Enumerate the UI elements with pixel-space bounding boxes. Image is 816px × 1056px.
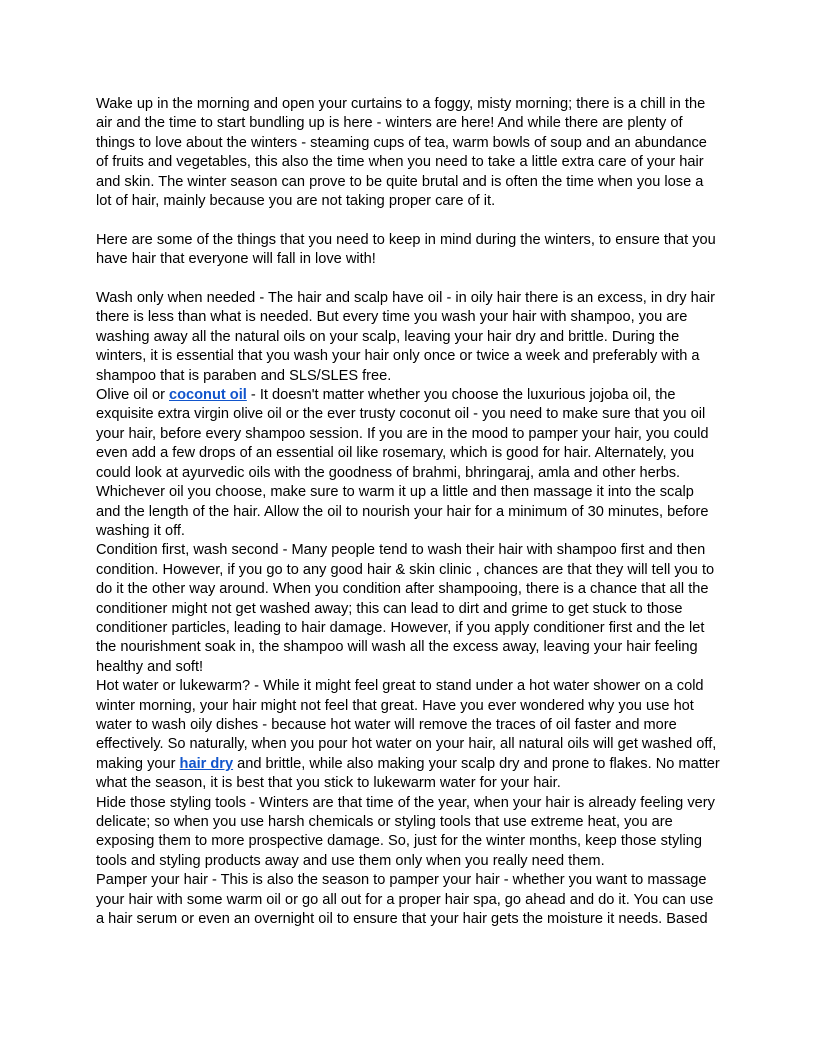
tip-water-text-start: Hot water or lukewarm? - While it might feel great to stand under a hot water shower on a cold winter morning, your hair might not feel that great. Have you ever wondered why you use hot water to wash oily dishes - because hot water will remove the traces of oil faster and more effectively. So naturally, when you pour hot water on your hair, all natural oils will get washed off, making your: [96, 678, 717, 772]
tip-oil-text-start: Olive oil or: [96, 387, 169, 404]
paragraph-spacer: [96, 270, 722, 289]
coconut-oil-link[interactable]: coconut oil: [169, 387, 247, 404]
tip-water-paragraph: [96, 677, 722, 793]
paragraph-spacer: [96, 211, 722, 230]
tip-wash-paragraph: Wash only when needed - The hair and scalp have oil - in oily hair there is an excess, in dry hair there is less than what is needed. But every time you wash your hair with shampoo, you are washing away all the natural oils on your scalp, leaving your hair dry and brittle. During the winters, it is essential that you wash your hair only once or twice a week and preferably with a shampoo that is paraben and SLS/SLES free.: [96, 290, 715, 384]
tip-styling-paragraph: Hide those styling tools - Winters are that time of the year, when your hair is already feeling very delicate; so when you use harsh chemicals or styling tools that use extreme heat, you are exposing them to more prospective damage. So, just for the winter months, keep those styling tools and styling products away and use them only when you really need them.: [96, 794, 715, 869]
tip-pamper-paragraph: Pamper your hair - This is also the season to pamper your hair - whether you want to massage your hair with some warm oil or go all out for a proper hair spa, go ahead and do it. You can use a hair serum or even an overnight oil to ensure that your hair gets the moisture it needs. Based: [96, 872, 714, 928]
hair-dry-link[interactable]: hair dry: [179, 755, 234, 772]
intro-paragraph: Wake up in the morning and open your curtains to a foggy, misty morning; there is a chill in the air and the time to start bundling up is here - winters are here! And while there are plenty of things to love about the winters - steaming cups of tea, warm bowls of soup and an abundance of fruits and vegetables, this also the time when you need to take a little extra care of your hair and skin. The winter season can prove to be quite brutal and is often the time when you lose a lot of hair, mainly because you are not taking proper care of it.: [96, 96, 707, 210]
lead-paragraph: Here are some of the things that you need to keep in mind during the winters, to ensure that you have hair that everyone will fall in love with!: [96, 231, 716, 268]
tip-oil-paragraph: [96, 386, 722, 541]
tip-water-text-end: and brittle, while also making your scalp dry and prone to flakes. No matter what the season, it is best that you stick to lukewarm water for your hair.: [96, 755, 720, 792]
document-page: [96, 95, 722, 929]
tip-condition-paragraph: Condition first, wash second - Many people tend to wash their hair with shampoo first and then condition. However, if you go to any good hair & skin clinic , chances are that they will tell you to do it the other way around. When you condition after shampooing, there is a chance that all the conditioner might not get washed away; this can lead to dirt and grime to get stuck to those conditioner particles, leading to hair damage. However, if you apply conditioner first and the let the nourishment soak in, the shampoo will wash all the excess away, leaving your hair feeling healthy and soft!: [96, 542, 715, 675]
tip-oil-text-end: - It doesn't matter whether you choose the luxurious jojoba oil, the exquisite extra virgin olive oil or the ever trusty coconut oil - you need to make sure that you oil your hair, before every shampoo session. If you are in the mood to pamper your hair, you could even add a few drops of an essential oil like rosemary, which is good for hair. Alternately, you could look at ayurvedic oils with the goodness of brahmi, bhringaraj, amla and other herbs. Whichever oil you choose, make sure to warm it up a little and then massage it into the scalp and the length of the hair. Allow the oil to nourish your hair for a minimum of 30 minutes, before washing it off.: [96, 387, 709, 539]
